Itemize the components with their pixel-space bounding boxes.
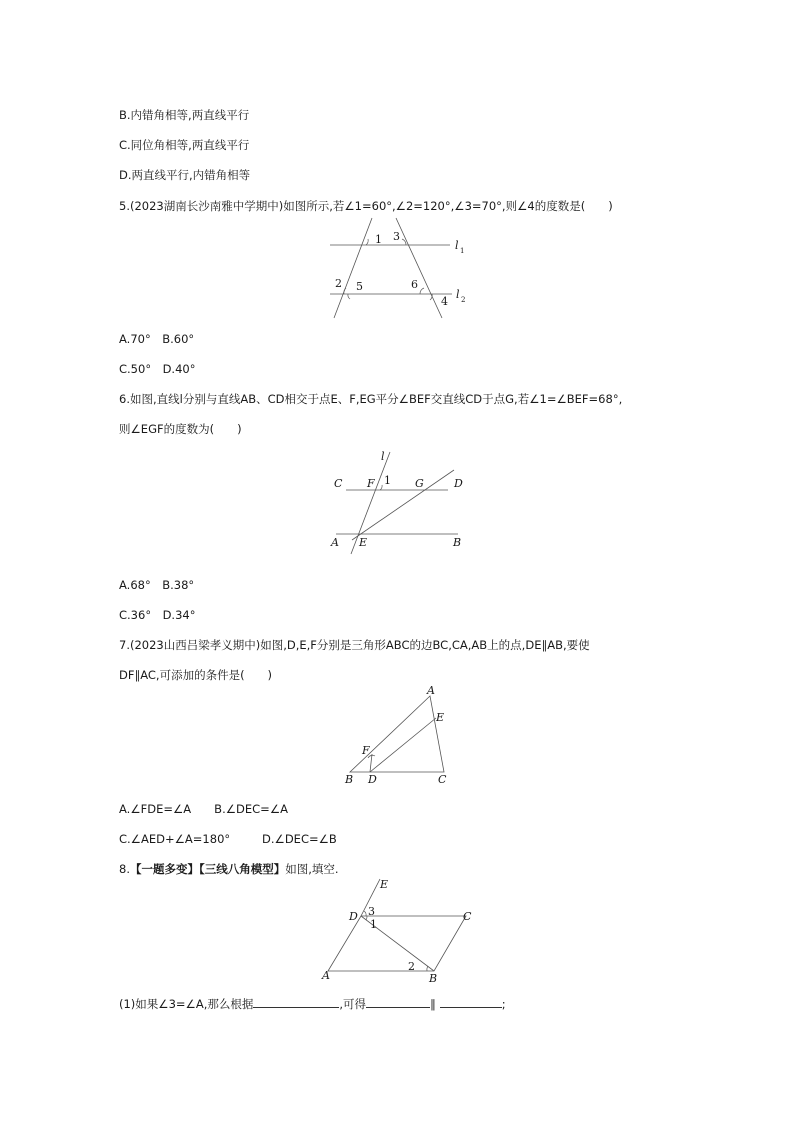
label-b: B [453, 536, 462, 549]
q6-figure [326, 448, 476, 560]
q8-sub1-blank-line1[interactable] [366, 995, 430, 1008]
l2-label: l [456, 288, 460, 301]
q5-stem: 5.(2023湖南长沙南雅中学期中)如图所示,若∠1=60°,∠2=120°,∠3=70°,则∠4的度数是( ) [119, 199, 613, 213]
q8-number: 8. [119, 862, 130, 876]
label-f: F [362, 744, 370, 757]
l2-subscript: 2 [461, 296, 466, 304]
q7-option-c: C.∠AED+∠A=180° [119, 832, 231, 846]
q8-sub1 [119, 995, 506, 1012]
label-c: C [438, 773, 447, 786]
q5-figure [320, 212, 480, 324]
segment-de [370, 718, 436, 772]
label-angle-1: 1 [370, 918, 377, 931]
label-d: D [368, 773, 377, 786]
q7-options-row1: A.∠FDE=∠A B.∠DEC=∠A [119, 802, 288, 816]
q8-sub1-blank-reason[interactable] [253, 995, 339, 1008]
q7-option-d: D.∠DEC=∠B [262, 832, 337, 846]
q8-sub1-end: ; [501, 997, 506, 1011]
label-a: A [331, 536, 339, 549]
q6-stem-line1: 6.如图,直线l分别与直线AB、CD相交于点E、F,EG平分∠BEF交直线CD于点G,若∠1=∠BEF=68°, [119, 392, 623, 406]
q8-sub1-text-a: (1)如果∠3=∠A,那么根据 [119, 997, 254, 1011]
line-l [351, 452, 390, 554]
angle-5-label: 5 [356, 280, 363, 293]
q6-stem-line2: 则∠EGF的度数为( ) [119, 422, 242, 436]
q8-stem [119, 861, 339, 877]
angle-4-label: 4 [441, 295, 448, 308]
label-e: E [436, 711, 445, 724]
label-c: C [334, 477, 343, 490]
angle-2-label: 2 [335, 277, 342, 290]
q8-sub1-parallel: ∥ [430, 997, 436, 1011]
q4-option-d: D.两直线平行,内错角相等 [119, 168, 251, 182]
q8-figure [316, 875, 486, 985]
label-d: D [454, 477, 463, 490]
label-b: B [345, 773, 354, 786]
l1-subscript: 1 [460, 247, 465, 255]
q5-options-row1: A.70° B.60° [119, 332, 195, 346]
q4-option-b: B.内错角相等,两直线平行 [119, 108, 250, 122]
l1-label: l [455, 239, 459, 252]
q8-tag-variants: 【一题多变】 [129, 862, 199, 876]
q6-options-row2: C.36° D.34° [119, 608, 196, 622]
segment-df [370, 754, 372, 772]
angle-6-label: 6 [411, 278, 418, 291]
right-transversal [396, 218, 442, 318]
angle-3-label: 3 [393, 230, 400, 243]
q7-stem-line1: 7.(2023山西吕梁孝义期中)如图,D,E,F分别是三角形ABC的边BC,CA,AB上的点,DE∥AB,要使 [119, 638, 590, 652]
q7-figure [340, 684, 460, 790]
q8-tag-model: 【三线八角模型】 [198, 862, 286, 876]
label-angle-1: 1 [384, 474, 391, 487]
label-angle-3: 3 [368, 905, 375, 918]
label-g: G [415, 477, 424, 490]
left-transversal [334, 218, 372, 318]
q8-sub1-text-b: ,可得 [339, 997, 367, 1011]
label-e: E [359, 536, 368, 549]
q5-options-row2: C.50° D.40° [119, 362, 196, 376]
label-b: B [429, 972, 438, 985]
q8-stem-rest: 如图,填空. [285, 862, 339, 876]
label-f: F [367, 477, 375, 490]
label-d: D [349, 910, 358, 923]
label-a: A [427, 684, 435, 697]
q4-option-c: C.同位角相等,两直线平行 [119, 138, 250, 152]
triangle-abc [350, 696, 444, 772]
label-a: A [322, 969, 330, 982]
label-l: l [381, 450, 385, 463]
label-c: C [463, 910, 472, 923]
q6-options-row1: A.68° B.38° [119, 578, 195, 592]
label-e: E [380, 878, 389, 891]
angle-1-label: 1 [375, 233, 382, 246]
label-angle-2: 2 [408, 960, 415, 973]
q8-sub1-blank-line2[interactable] [440, 995, 502, 1008]
q7-stem-line2: DF∥AC,可添加的条件是( ) [119, 668, 273, 682]
